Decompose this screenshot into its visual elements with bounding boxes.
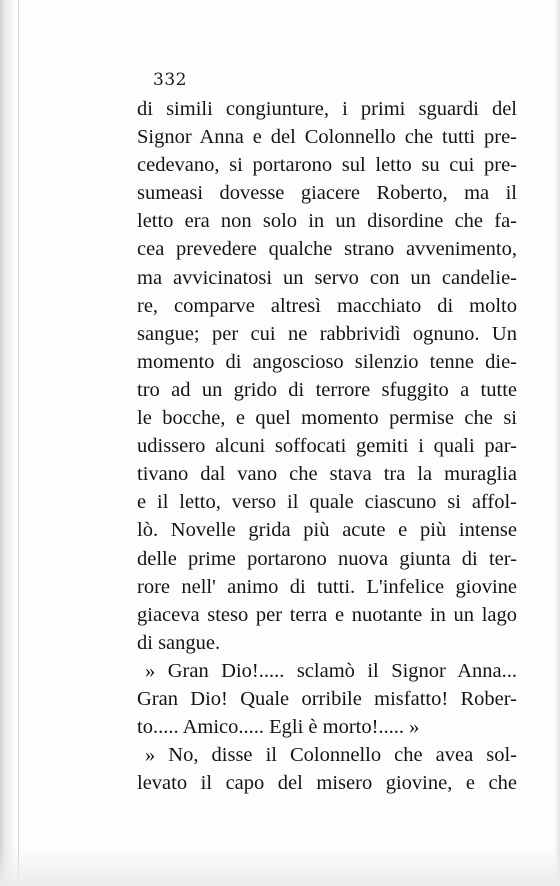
text-line: ma avvicinatosi un servo con un candelie- xyxy=(137,266,517,289)
text-line: » Gran Dio!..... sclamò il Signor Anna... xyxy=(145,659,517,682)
text-line: delle prime portarono nuova giunta di ter- xyxy=(137,547,517,570)
text-line: Signor Anna e del Colonnello che tutti pre- xyxy=(137,126,517,149)
text-line: sangue; per cui ne rabbrividì ognuno. Un xyxy=(137,322,517,345)
text-line: momento di angoscioso silenzio tenne die- xyxy=(137,350,517,373)
text-line: giaceva steso per terra e nuotante in un lago xyxy=(137,603,517,626)
text-line: to..... Amico..... Egli è morto!..... » xyxy=(137,716,420,739)
page-binding-edge xyxy=(0,0,14,886)
text-line: di simili congiunture, i primi sguardi del xyxy=(137,98,517,120)
text-line: udissero alcuni soffocati gemiti i quali par- xyxy=(137,435,517,458)
text-line: rore nell' animo di tutti. L'infelice giovine xyxy=(137,575,517,598)
body-text xyxy=(137,95,517,797)
page-right-edge xyxy=(554,0,560,886)
text-line: tivano dal vano che stava tra la muraglia xyxy=(137,463,517,486)
text-line: di sangue. xyxy=(137,631,221,654)
text-line: Gran Dio! Quale orribile misfatto! Rober- xyxy=(137,687,517,710)
text-line: » No, disse il Colonnello che avea sol- xyxy=(145,744,517,767)
text-line: e il letto, verso il quale ciascuno si affol- xyxy=(137,491,517,514)
text-line: sumeasi dovesse giacere Roberto, ma il xyxy=(137,182,517,205)
page-number: 332 xyxy=(153,70,187,90)
text-line: levato il capo del misero giovine, e che xyxy=(137,772,517,795)
text-line: cea prevedere qualche strano avvenimento, xyxy=(137,238,517,261)
text-line: lò. Novelle grida più acute e più intense xyxy=(137,519,517,542)
page-bottom-shadow xyxy=(0,846,560,886)
text-line: re, comparve altresì macchiato di molto xyxy=(137,294,517,317)
page-binding-rule xyxy=(18,0,19,886)
text-line: letto era non solo in un disordine che fa- xyxy=(137,210,517,233)
text-line: le bocche, e quel momento permise che si xyxy=(137,407,517,430)
text-line: cedevano, si portarono sul letto su cui pre- xyxy=(137,154,517,177)
text-line: tro ad un grido di terrore sfuggito a tutte xyxy=(137,378,517,401)
